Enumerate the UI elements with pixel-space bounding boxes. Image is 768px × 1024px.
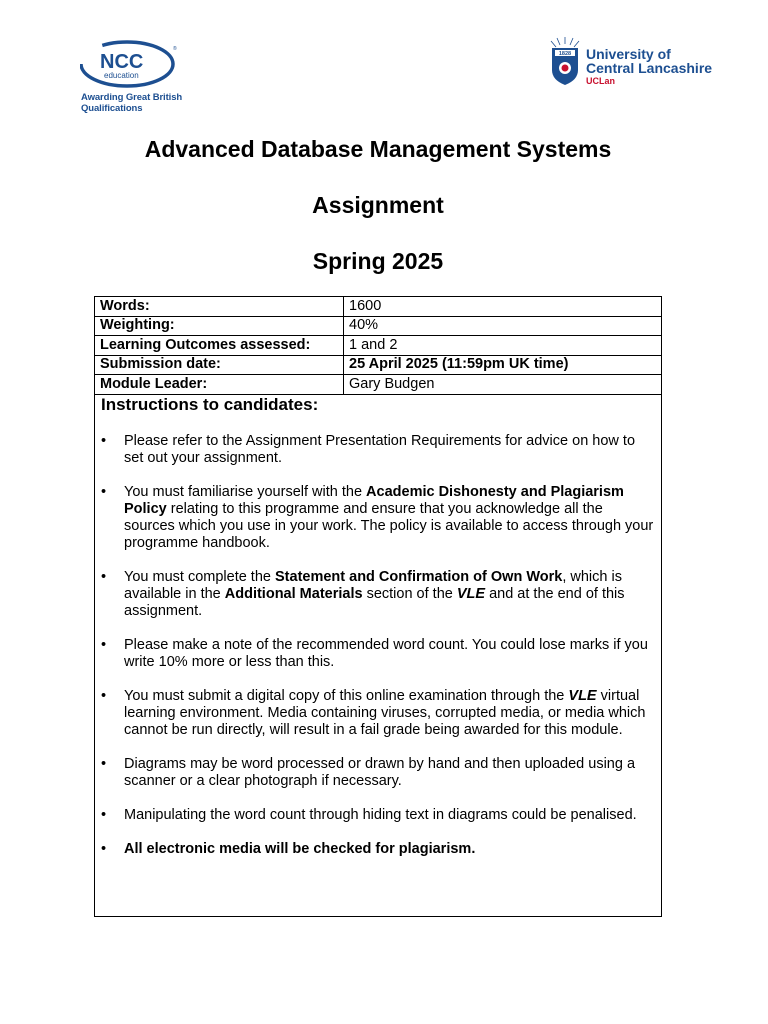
list-item: • You must complete the Statement and Confirmation of Own Work, which is available in the Additional Materials section of the VLE and at the end of this assignment.	[101, 569, 625, 619]
outcomes-value: 1 and 2	[344, 336, 662, 356]
svg-text:NCC: NCC	[100, 51, 144, 73]
vle-term: VLE	[568, 688, 597, 704]
weighting-value: 40%	[344, 316, 662, 336]
materials-name: Additional Materials	[224, 586, 363, 602]
statement-name: Statement and Confirmation of Own Work	[275, 569, 563, 585]
list-item	[95, 841, 661, 858]
module-title: Advanced Database Management Systems	[144, 136, 612, 162]
assignment-info-table	[94, 296, 662, 395]
bullet-icon: •	[101, 841, 107, 857]
policy-name: Academic Dishonesty and Plagiarism Policy	[124, 484, 624, 517]
list-item: • You must familiarise yourself with the Academic Dishonesty and Plagiarism Policy relating to this programme and ensure that you acknowledge all the sources which you use in your work. The policy is available to access through your programme handbook.	[101, 484, 654, 551]
uclan-name: University of Central Lancashire	[586, 46, 713, 76]
bullet-icon: •	[101, 756, 107, 772]
bullet-icon: •	[101, 807, 107, 823]
bullet-icon: •	[101, 637, 107, 653]
plagiarism-notice: All electronic media will be checked for plagiarism.	[124, 841, 476, 857]
bullet-icon: •	[101, 569, 107, 585]
vle-term: VLE	[456, 586, 486, 602]
list-item: • You must submit a digital copy of this online examination through the VLE virtual learning environment. Media containing viruses, corrupted media, or media which cannot be run directly, will result in a fail grade being awarded for this module.	[101, 688, 646, 738]
ncc-tagline: Awarding Great British Qualifications	[81, 92, 183, 114]
list-item: • Manipulating the word count through hiding text in diagrams could be penalised.	[101, 807, 637, 823]
table-row	[95, 297, 662, 317]
table-row	[95, 355, 662, 375]
svg-text:®: ®	[173, 46, 177, 52]
instructions-title: Instructions to candidates:	[101, 395, 319, 414]
table-row	[95, 316, 662, 336]
list-item: • Please refer to the Assignment Presentation Requirements for advice on how to set out your assignment.	[101, 433, 636, 466]
instructions-list	[95, 433, 661, 875]
bullet-icon: •	[101, 484, 107, 500]
module-leader-label: Module Leader:	[95, 375, 344, 395]
assessment-type: Assignment	[312, 192, 444, 218]
svg-text:1828: 1828	[558, 51, 572, 57]
instructions-box	[94, 393, 662, 917]
outcomes-label: Learning Outcomes assessed:	[95, 336, 344, 356]
bullet-icon: •	[101, 433, 107, 449]
weighting-label: Weighting:	[95, 316, 344, 336]
list-item: • Please make a note of the recommended word count. You could lose marks if you write 10% more or less than this.	[101, 637, 648, 670]
module-leader-value: Gary Budgen	[344, 375, 662, 395]
svg-text:education: education	[104, 71, 139, 80]
words-label: Words:	[95, 297, 344, 317]
submission-value: 25 April 2025 (11:59pm UK time)	[344, 355, 662, 375]
assessment-term: Spring 2025	[312, 248, 444, 274]
bullet-icon: •	[101, 688, 107, 704]
table-row	[95, 375, 662, 395]
list-item: • Diagrams may be word processed or drawn by hand and then uploaded using a scanner or a clear photograph if necessary.	[101, 756, 636, 789]
uclan-short: UCLan	[586, 76, 615, 86]
table-row	[95, 336, 662, 356]
submission-label: Submission date:	[95, 355, 344, 375]
words-value: 1600	[344, 297, 662, 317]
